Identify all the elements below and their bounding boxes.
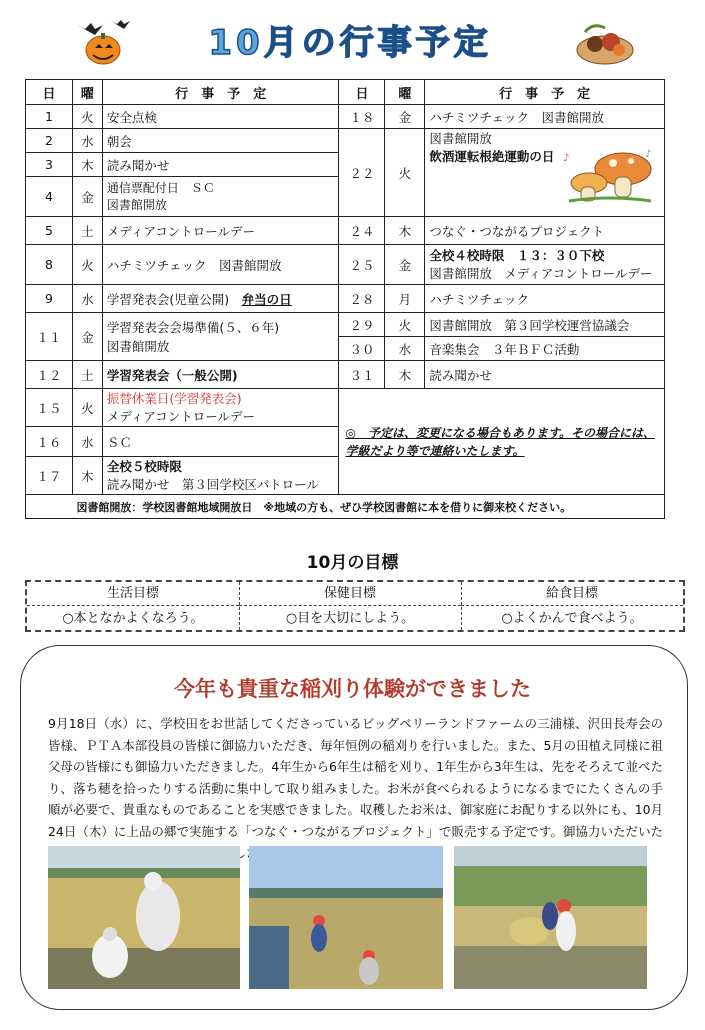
- table-row: 2 水 朝会 ２２ 火 図書館開放 飲酒運転根絶運動の日 ♪ ♪: [26, 129, 665, 153]
- article-body: 9月18日（水）に、学校田をお世話してくださっているビッグベリーランドファームの三浦様、沢田長寿会の皆様、ＰＴＡ本部役員の皆様に御協力いただき、毎年恒例の稲刈りを行いました。また、5月の田植え同様に祖父母の皆様にも御協力いただきました。4年生から6年生は稲を刈り、1年生から3年生は、先をそろえて並べたり、落ち穂を拾ったりする活動に集中して取り組みました。お米が食べられるようになるまでにたくさんの手順が必要で、貴重なものであることを実感できました。収穫したお米は、御家庭にお配りする以外にも、10月24日（木）に上品の郷で実施する「つなぐ・つながるプロジェクト」で販売する予定です。御協力いただいた いました。: [48, 716, 663, 860]
- table-row: １７ 木 全校５校時限 読み聞かせ 第３回学校区パトロール: [26, 457, 665, 495]
- table-row: 1 火 安全点検 １８ 金 ハチミツチェック 図書館開放: [26, 105, 665, 129]
- table-footer-row: 図書館開放：学校図書館地域開放日 ※地域の方も、ぜひ学校図書館に本を借りに御来校ください。: [26, 495, 665, 519]
- table-row: 5 土 メディアコントロールデー ２４ 木 つなぐ・つながるプロジェクト: [26, 217, 665, 245]
- goals-heading: 10月の目標: [306, 553, 399, 573]
- table-row: １５ 火 振替休業日(学習発表会) メディアコントロールデー ◎ 予定は、変更になる場合もあります。その場合には、学級だより等で連絡いたします。: [26, 389, 665, 427]
- table-row: 3 木 読み聞かせ: [26, 153, 665, 177]
- goals-box: [25, 580, 685, 632]
- table-row: １２ 土 学習発表会（一般公開) ３１ 木 読み聞かせ: [26, 361, 665, 389]
- rice-harvest-photo-2: [249, 846, 443, 989]
- mushroom-icon: [561, 147, 656, 205]
- article-title: 今年も貴重な稲刈り体験ができました: [174, 677, 531, 701]
- svg-text:♪: ♪: [645, 149, 652, 160]
- header-weekday: 曜: [385, 80, 425, 105]
- svg-text:♪: ♪: [563, 153, 570, 164]
- table-row: １１ 金 学習発表会会場準備(５、６年) 図書館開放 ２９ 火 図書館開放 第３回学校運営協議会: [26, 313, 665, 337]
- table-header-row: [26, 80, 665, 105]
- goal-lunch: 給食目標 ○よくかんで食べよう。: [461, 582, 683, 630]
- header-weekday: 曜: [72, 80, 102, 105]
- header-day: 日: [339, 80, 385, 105]
- goal-life: 生活目標 ○本となかよくなろう。: [27, 582, 239, 630]
- autumn-food-icon: [575, 18, 635, 68]
- halloween-pumpkin-icon: [75, 15, 130, 70]
- table-row: １６ 水 ＳＣ: [26, 427, 665, 457]
- header-day: 日: [26, 80, 73, 105]
- goal-health: 保健目標 ○目を大切にしよう。: [239, 582, 461, 630]
- schedule-note: ◎ 予定は、変更になる場合もあります。その場合には、学級だより等で連絡いたします。: [339, 389, 665, 495]
- header-event: 行 事 予 定: [425, 80, 665, 105]
- rice-harvest-photo-3: [454, 846, 647, 989]
- page-title: 10月の行事予定: [208, 23, 492, 63]
- table-row: 9 水 学習発表会(児童公開) 弁当の日 ２８ 月 ハチミツチェック: [26, 285, 665, 313]
- table-row: 4 金 通信票配付日 ＳＣ 図書館開放: [26, 177, 665, 217]
- schedule-table: [25, 79, 665, 519]
- table-row: 8 火 ハチミツチェック 図書館開放 ２５ 金 全校４校時限 １３：３０下校 図書館開放 メディアコントロールデー: [26, 245, 665, 285]
- table-row: ３０ 水 音楽集会 ３年ＢＦＣ活動: [26, 337, 665, 361]
- rice-harvest-photo-1: [48, 846, 240, 989]
- cell-22: 図書館開放 飲酒運転根絶運動の日 ♪ ♪: [425, 129, 665, 217]
- header-event: 行 事 予 定: [102, 80, 339, 105]
